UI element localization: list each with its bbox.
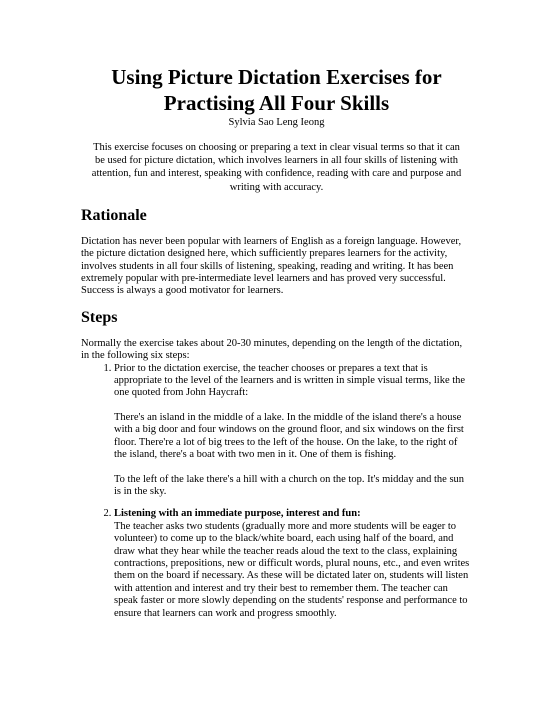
steps-intro-paragraph: Normally the exercise takes about 20-30 minutes, depending on the length of the dictation, in the following six steps: xyxy=(81,337,463,362)
paper-title: Using Picture Dictation Exercises for Practising All Four Skills xyxy=(111,65,442,115)
step-1-intro: 1. Prior to the dictation exercise, the teacher chooses or prepares a text that is appropriate to the level of the learners and is written in simple visual terms, like the one quoted from John Haycraft: xyxy=(114,362,466,399)
list-item xyxy=(114,508,472,620)
steps-list xyxy=(81,363,472,620)
list-item xyxy=(114,363,472,499)
steps-heading: Steps xyxy=(81,308,118,326)
step-1-quote-2: To the left of the lake there's a hill with a church on the top. It's midday and the sun is in the sky. xyxy=(114,473,465,497)
step-1-quote-1: There's an island in the middle of a lake. In the middle of the island there's a house with a big door and four windows on the ground floor, and six windows on the first floor. There're a lot of big trees to the left of the house. On the lake, to the right of the island, there's a boat with two men in it. One of them is fishing. xyxy=(114,411,464,461)
step-2-heading: 2. Listening with an immediate purpose, interest and fun: xyxy=(114,508,361,520)
step-2-text: The teacher asks two students (gradually more and more students will be eager to volunteer) to come up to the black/white board, each using half of the board, and draw what they hear while the teacher reads aloud the text to the class, explaining contractions, prepositions, new or difficult words, plural nouns, etc., and even writes them on the board if necessary. As these will be dictated later on, students will listen with attention and interest and try their best to remember them. The teacher can speak faster or more slowly depending on the students' response and performance to ensure that learners can work and progress smoothly. xyxy=(114,520,470,619)
paper-author: Sylvia Sao Leng Ieong xyxy=(228,117,325,128)
rationale-paragraph: Dictation has never been popular with learners of English as a foreign language. However, the picture dictation designed here, which sufficiently prepares learners for the activity, involves students in all four skills of listening, speaking, reading and writing. It has been extremely popular with pre-intermediate level learners and has proved very successful. Success is always a good motivator for learners. xyxy=(81,235,462,297)
rationale-heading: Rationale xyxy=(81,206,147,224)
abstract-paragraph: This exercise focuses on choosing or preparing a text in clear visual terms so that it can be used for picture dictation, which involves learners in all four skills of listening with attention, fun and interest, speaking with confidence, reading with care and purpose and writing with accuracy. xyxy=(91,142,462,193)
